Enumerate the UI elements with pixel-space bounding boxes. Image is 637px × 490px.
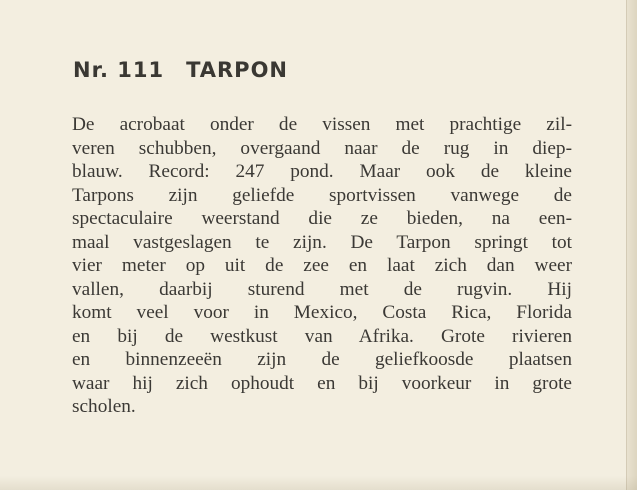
description-line: vallen, daarbij sturend met de rugvin. Hij xyxy=(72,278,572,300)
card-title: TARPON xyxy=(186,58,288,82)
description-line: De acrobaat onder de vissen met prachtige zil- xyxy=(72,114,572,135)
description-line: scholen. xyxy=(72,396,136,417)
description-line: blauw. Record: 247 pond. Maar ook de kleine xyxy=(72,161,572,182)
description-line: en bij de westkust van Afrika. Grote rivieren xyxy=(72,325,572,347)
description-line: vier meter op uit de zee en laat zich dan weer xyxy=(72,255,572,276)
description-line: spectaculaire weerstand die ze bieden, na een- xyxy=(72,208,572,229)
description-line: komt veel voor in Mexico, Costa Rica, Florida xyxy=(72,302,572,323)
card-number: Nr. 111 xyxy=(73,58,165,82)
card-heading xyxy=(73,58,288,82)
description-line: maal vastgeslagen te zijn. De Tarpon springt tot xyxy=(72,231,572,253)
description-line: veren schubben, overgaand naar de rug in diep- xyxy=(72,137,572,159)
card-description xyxy=(72,113,572,419)
description-line: en binnenzeeën zijn de geliefkoosde plaatsen xyxy=(72,349,572,370)
description-line: waar hij zich ophoudt en bij voorkeur in grote xyxy=(72,372,572,394)
description-line: Tarpons zijn geliefde sportvissen vanwege de xyxy=(72,184,572,206)
card-bottom-shadow xyxy=(0,476,637,490)
card-edge xyxy=(626,0,637,490)
